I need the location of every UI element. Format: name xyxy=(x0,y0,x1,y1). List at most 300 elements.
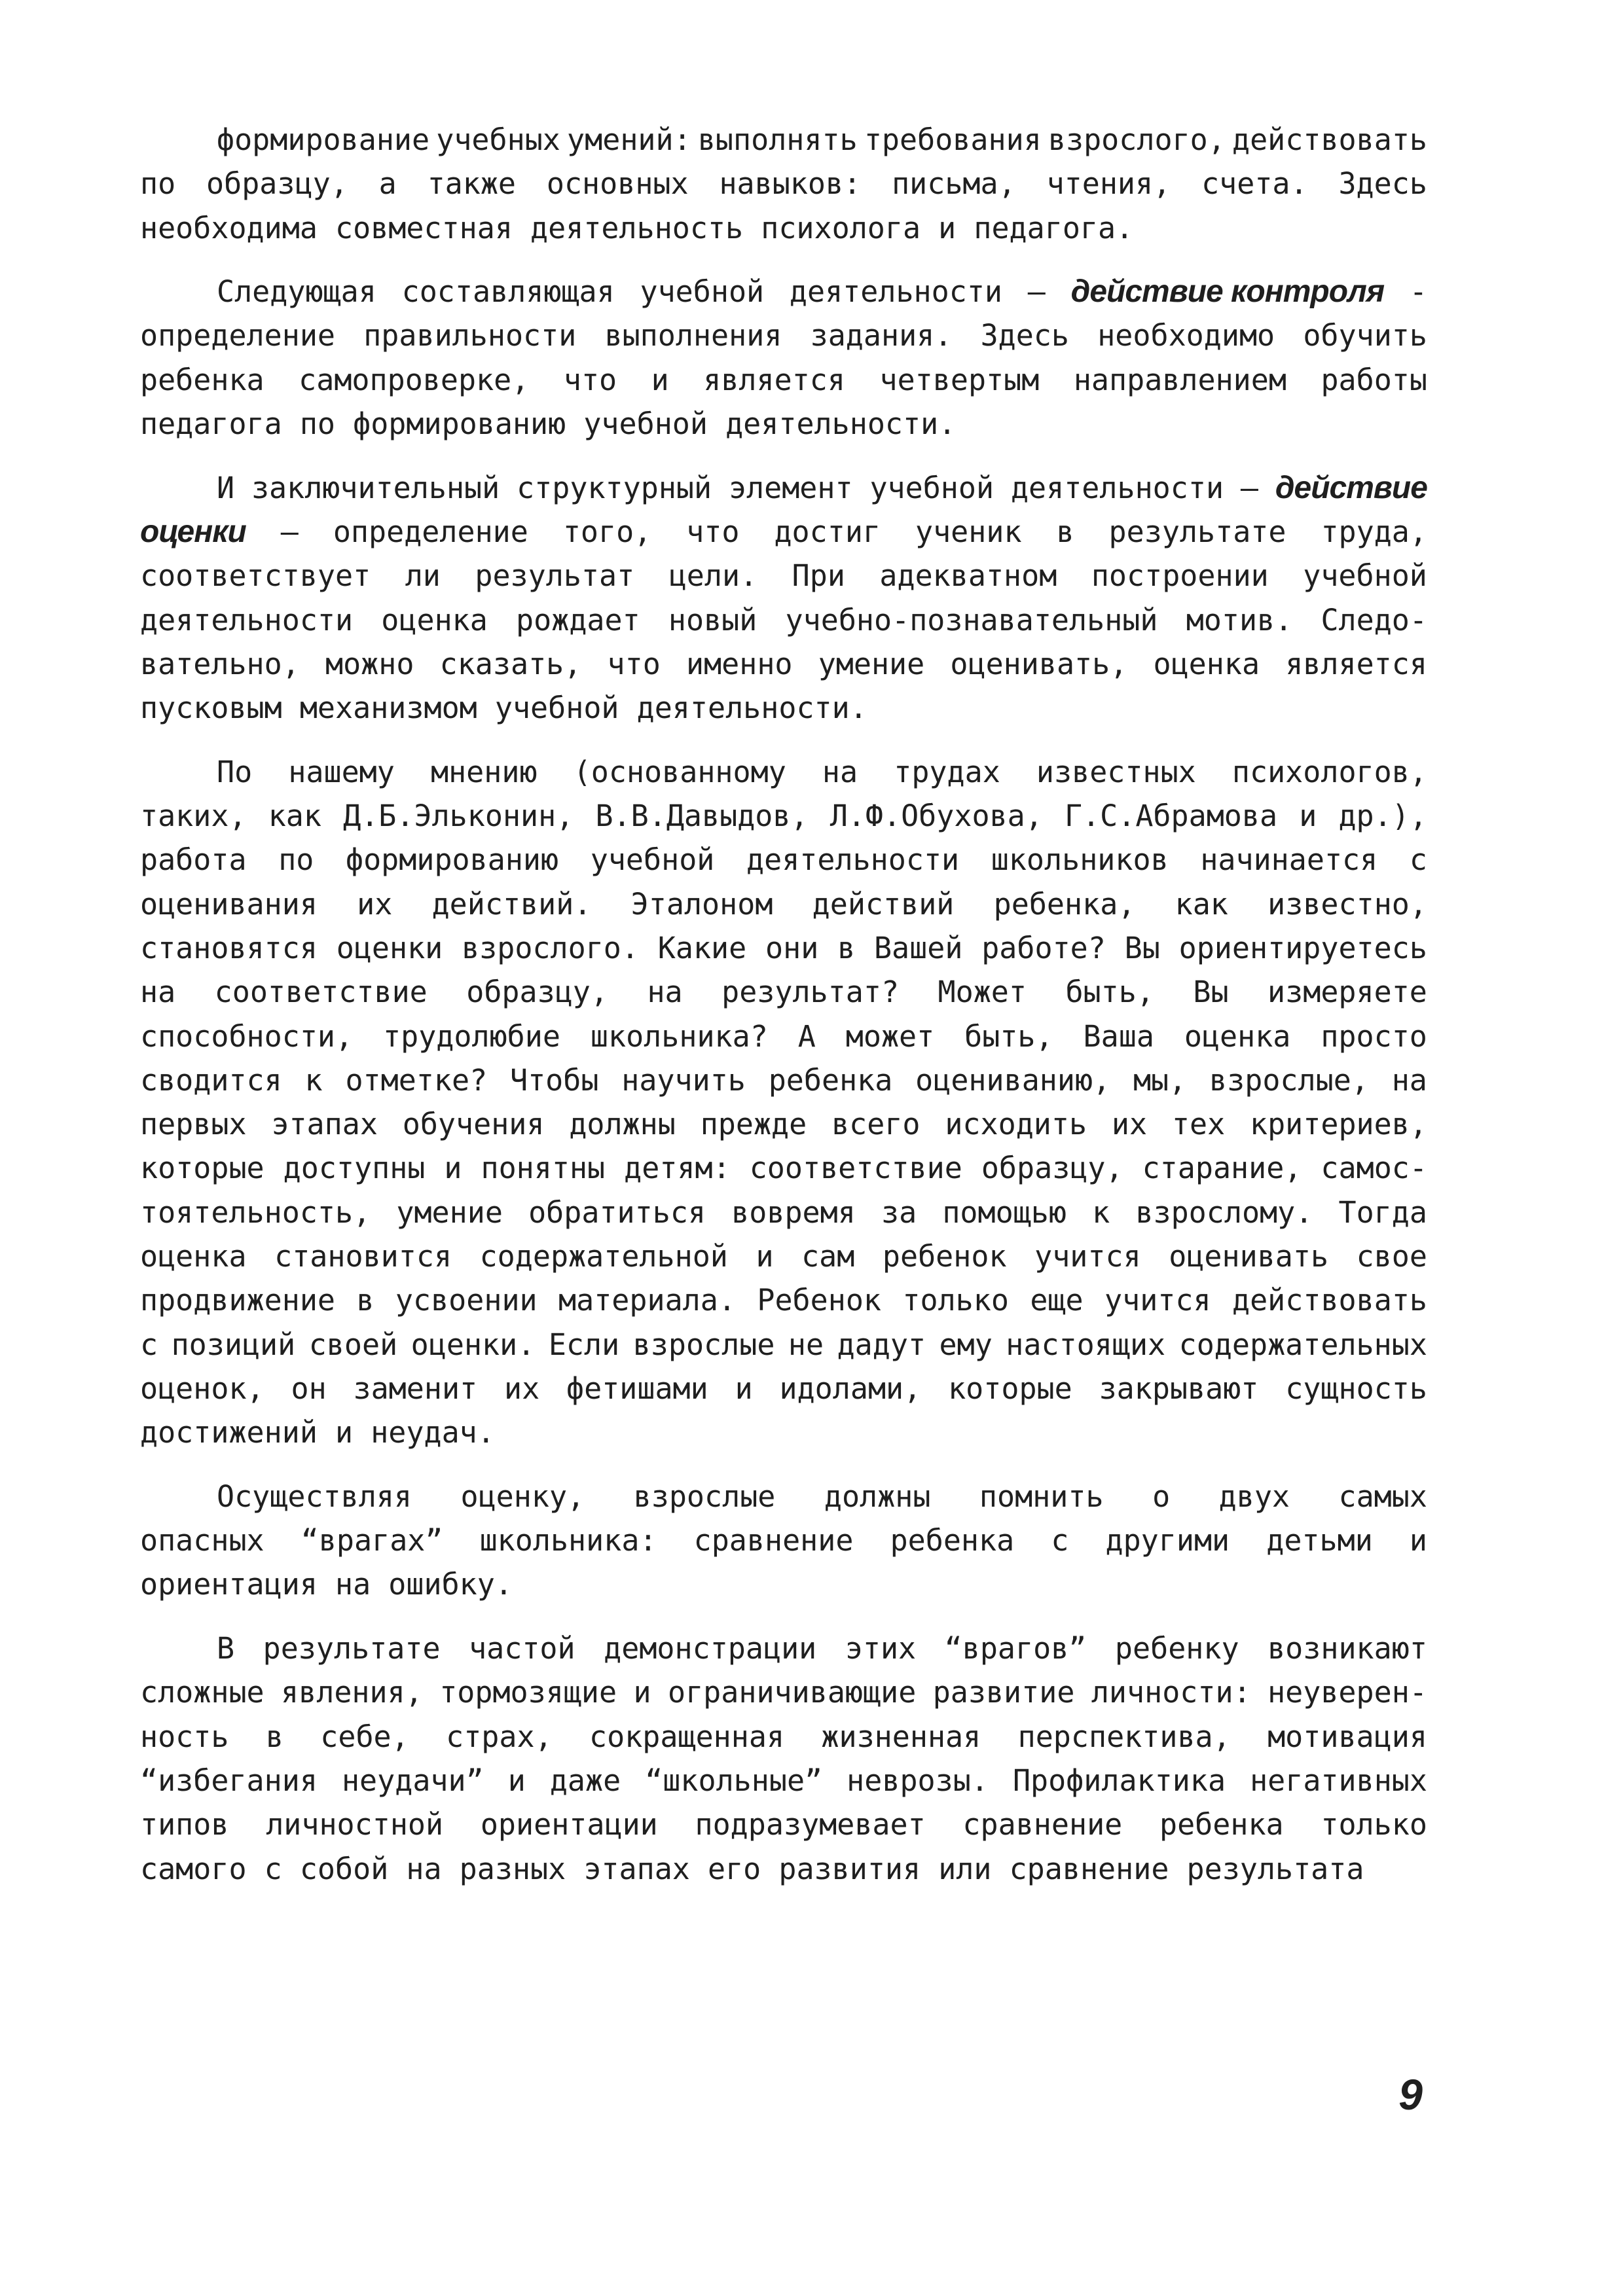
word: которые xyxy=(948,1371,1072,1406)
word: (основанному xyxy=(573,754,786,789)
emphasized-term: действие контроля xyxy=(1070,274,1385,310)
word: личности: xyxy=(1091,1675,1251,1710)
text-line xyxy=(217,267,1427,317)
word: того, xyxy=(562,514,652,549)
word: идолами, xyxy=(779,1371,922,1406)
word: формированию xyxy=(346,842,559,878)
text-line xyxy=(140,507,1427,557)
word: педагога xyxy=(140,406,282,442)
word: учебных xyxy=(436,122,560,157)
word: работы xyxy=(1321,362,1427,397)
word: образцу, xyxy=(206,166,348,202)
word: Тогда xyxy=(1338,1194,1427,1230)
word: оцениванию, xyxy=(915,1062,1111,1098)
word: ориентации xyxy=(480,1807,658,1842)
word: взрослые xyxy=(633,1479,776,1514)
word: выполнять xyxy=(697,122,858,157)
word: по xyxy=(282,406,336,442)
text-line xyxy=(140,835,1427,885)
emphasized-term: оценки xyxy=(140,514,246,549)
text-line xyxy=(140,159,1427,209)
word: оценку, xyxy=(460,1479,585,1514)
word: с xyxy=(1051,1523,1069,1558)
word: сравнение xyxy=(991,1851,1169,1886)
word: в xyxy=(356,1283,374,1318)
word: самых xyxy=(1338,1479,1427,1514)
word: ли xyxy=(405,558,441,594)
word: образцу, xyxy=(466,975,608,1010)
word: деятельности xyxy=(746,842,960,878)
word: деятельности xyxy=(1010,470,1224,505)
text-line xyxy=(140,1756,1427,1806)
text-line xyxy=(217,463,1427,513)
word: ориентируетесь xyxy=(1178,930,1427,965)
word: взрослые, xyxy=(1209,1062,1369,1098)
word: детьми xyxy=(1266,1523,1373,1558)
word: с xyxy=(1409,842,1427,878)
word: достижений xyxy=(140,1415,318,1450)
word: и xyxy=(1299,798,1317,834)
word: оценка xyxy=(1153,646,1260,681)
word: сложные xyxy=(140,1675,264,1710)
word: только xyxy=(902,1283,1009,1318)
word: мы, xyxy=(1133,1062,1187,1098)
text-line xyxy=(140,311,1427,361)
word: соответствует xyxy=(140,558,371,594)
word: жизненная xyxy=(821,1719,981,1754)
word: деятельности. xyxy=(707,406,957,442)
word: учится xyxy=(1104,1283,1211,1318)
word: мотивация xyxy=(1267,1719,1427,1754)
text-line xyxy=(140,399,956,449)
word: учебно-познавательный xyxy=(785,602,1158,637)
word: навыков: xyxy=(719,166,862,202)
word: ребенка xyxy=(768,1062,893,1098)
word: продвижение xyxy=(140,1283,336,1318)
word: первых xyxy=(140,1107,247,1142)
word: трудах xyxy=(894,754,1000,789)
word: другими xyxy=(1105,1523,1230,1558)
word: как xyxy=(1175,886,1228,922)
word: рождает xyxy=(516,602,640,637)
word: развитие xyxy=(932,1675,1075,1710)
word: Л.Ф.Обухова, xyxy=(830,798,1043,834)
word: ориентация xyxy=(140,1567,318,1602)
word: в xyxy=(1056,514,1074,549)
word: их xyxy=(357,886,393,922)
word: опасных xyxy=(140,1523,264,1558)
word: и xyxy=(633,1675,651,1710)
word: взрослому. xyxy=(1135,1194,1313,1230)
word: подразумевает xyxy=(695,1807,926,1842)
word: сказать, xyxy=(439,646,582,681)
word: оценки xyxy=(336,930,443,965)
word: оценивания xyxy=(140,886,318,922)
word: неврозы. xyxy=(847,1763,989,1798)
word: в xyxy=(265,1719,283,1754)
word: механизмом xyxy=(282,691,477,726)
word: всего xyxy=(831,1107,921,1142)
word: понятны xyxy=(481,1151,606,1186)
word: определение xyxy=(140,318,336,353)
text-line xyxy=(140,1012,1427,1062)
word: построении xyxy=(1091,558,1269,594)
word: ему xyxy=(939,1327,993,1362)
word: или xyxy=(921,1851,992,1886)
word: Эталоном xyxy=(630,886,773,922)
word: результата xyxy=(1169,1851,1364,1886)
word: совместная xyxy=(317,210,513,245)
word: действовать xyxy=(1231,1283,1427,1318)
text-line xyxy=(140,967,1427,1017)
word: определение xyxy=(333,514,528,549)
word: Какие xyxy=(657,930,747,965)
word: на xyxy=(647,975,683,1010)
word: Д.Б.Эльконин, xyxy=(343,798,574,834)
word: личностной xyxy=(266,1807,444,1842)
word: обучения xyxy=(402,1107,545,1142)
word: оценка xyxy=(140,1239,247,1274)
word: результат? xyxy=(721,975,900,1010)
text-line xyxy=(140,204,1133,253)
word: должны xyxy=(569,1107,676,1142)
text-line xyxy=(217,1472,1427,1522)
word: учебной xyxy=(566,406,708,442)
word: четвертым xyxy=(879,362,1040,397)
word: оценок, xyxy=(140,1371,264,1406)
word: трудолюбие xyxy=(383,1018,560,1054)
word: ребенка, xyxy=(993,886,1136,922)
word: сам xyxy=(801,1239,855,1274)
word: за xyxy=(881,1194,917,1230)
word: обучить xyxy=(1303,318,1427,353)
word: ограничивающие xyxy=(668,1675,917,1710)
word: школьника: xyxy=(479,1523,657,1558)
word: Следующая xyxy=(217,274,376,310)
word: материала. xyxy=(558,1283,736,1318)
word: прежде xyxy=(700,1107,807,1142)
word: формирование xyxy=(217,122,430,157)
word: собой xyxy=(282,1851,389,1886)
word: Следо- xyxy=(1321,602,1427,637)
text-line xyxy=(140,1100,1427,1149)
word: соответствие xyxy=(749,1151,962,1186)
word: быть, xyxy=(1065,975,1154,1010)
word: деятельности xyxy=(789,274,1003,310)
word: помнить xyxy=(979,1479,1104,1514)
word: оценка xyxy=(381,602,488,637)
word: тормозящие xyxy=(439,1675,617,1710)
word: результат xyxy=(475,558,635,594)
word: явления, xyxy=(281,1675,423,1710)
word: и xyxy=(507,1763,526,1798)
text-line xyxy=(217,747,1427,797)
word: обратиться xyxy=(528,1194,706,1230)
word: педагога. xyxy=(956,210,1134,245)
word: деятельности xyxy=(140,602,354,637)
word: мнению xyxy=(431,754,538,789)
word: Здесь xyxy=(1338,166,1427,202)
word: учится xyxy=(1034,1239,1141,1274)
word: становятся xyxy=(140,930,318,965)
word: научить xyxy=(621,1062,746,1098)
word: формированию xyxy=(335,406,566,442)
word: сравнение xyxy=(962,1807,1123,1842)
word: цели. xyxy=(668,558,758,594)
word: - xyxy=(1409,274,1427,310)
word: самопроверке, xyxy=(299,362,530,397)
word: направлением xyxy=(1073,362,1286,397)
word: деятельность xyxy=(512,210,744,245)
word: своей xyxy=(308,1327,398,1362)
word: еще xyxy=(1030,1283,1084,1318)
word: умение xyxy=(818,646,925,681)
word: др.), xyxy=(1338,798,1427,834)
word: что xyxy=(563,362,617,397)
word: этапах xyxy=(271,1107,378,1142)
word: Здесь xyxy=(980,318,1070,353)
word: достиг xyxy=(774,514,881,549)
word: Вы xyxy=(1193,975,1229,1010)
word: что xyxy=(686,514,740,549)
word: себе, xyxy=(320,1719,409,1754)
word: Осуществляя xyxy=(217,1479,412,1514)
text-line xyxy=(217,115,1427,165)
word: тоятельность, xyxy=(140,1194,371,1230)
word: просто xyxy=(1321,1018,1427,1054)
word: на xyxy=(1391,1062,1427,1098)
word: Вы xyxy=(1124,930,1160,965)
word: И xyxy=(217,470,235,505)
word: Ребенок xyxy=(757,1283,882,1318)
text-line xyxy=(217,1624,1427,1674)
word: оценивать xyxy=(1169,1239,1329,1274)
word: основных xyxy=(546,166,689,202)
word: можно xyxy=(325,646,414,681)
word: действий xyxy=(812,886,955,922)
word: ребенка xyxy=(1159,1807,1284,1842)
text-line xyxy=(140,924,1427,973)
word: только xyxy=(1321,1807,1427,1842)
word: “избегания xyxy=(140,1763,318,1798)
text-line xyxy=(140,1143,1427,1193)
word: они xyxy=(765,930,819,965)
text-line xyxy=(140,596,1427,645)
word: психологов, xyxy=(1231,754,1427,789)
word: о xyxy=(1152,1479,1171,1514)
word: не xyxy=(788,1327,824,1362)
word: разных xyxy=(441,1851,566,1886)
word: Чтобы xyxy=(509,1062,599,1098)
word: учебной xyxy=(640,274,765,310)
word: “врагах” xyxy=(301,1523,443,1558)
word: элемент xyxy=(728,470,853,505)
word: с xyxy=(246,1851,282,1886)
word: быть, xyxy=(964,1018,1053,1054)
word: детям: xyxy=(624,1151,731,1186)
word: является xyxy=(1285,646,1427,681)
word: начинается xyxy=(1200,842,1378,878)
word: взрослого. xyxy=(462,930,639,965)
word: к xyxy=(304,1062,323,1098)
word: сравнение xyxy=(693,1523,854,1558)
word: тех xyxy=(1171,1107,1226,1142)
word: Может xyxy=(938,975,1027,1010)
text-line xyxy=(140,1188,1427,1238)
word: может xyxy=(845,1018,935,1054)
word: ребенок xyxy=(882,1239,1007,1274)
word: критериев, xyxy=(1250,1107,1427,1142)
word: а xyxy=(378,166,397,202)
word: негативных xyxy=(1250,1763,1427,1798)
word: труда, xyxy=(1321,514,1427,549)
word: он xyxy=(291,1371,327,1406)
word: этих xyxy=(845,1631,917,1666)
word: психолога xyxy=(743,210,921,245)
word: именно xyxy=(685,646,793,681)
text-line xyxy=(140,1668,1427,1717)
word: усвоении xyxy=(395,1283,538,1318)
word: настоящих xyxy=(1006,1327,1166,1362)
word: “школьные” xyxy=(645,1763,823,1798)
word: способности, xyxy=(140,1018,354,1054)
word: – xyxy=(1027,274,1046,310)
word: частой xyxy=(469,1631,575,1666)
word: Если xyxy=(548,1327,620,1362)
word: отметке? xyxy=(345,1062,488,1098)
word: – xyxy=(1240,470,1258,505)
word: необходимо xyxy=(1097,318,1275,353)
word: Профилактика xyxy=(1012,1763,1226,1798)
word: на xyxy=(317,1567,371,1602)
word: помощью xyxy=(942,1194,1067,1230)
word: этапах xyxy=(566,1851,690,1886)
word: необходима xyxy=(140,210,318,245)
word: вательно, xyxy=(140,646,300,681)
word: ошибку. xyxy=(371,1567,513,1602)
text-line xyxy=(140,1320,1427,1370)
word: – xyxy=(280,514,299,549)
word: позиций xyxy=(171,1327,296,1362)
word: таких, xyxy=(140,798,247,834)
word: их xyxy=(503,1371,540,1406)
word: как xyxy=(268,798,321,834)
word: ребенка xyxy=(890,1523,1015,1558)
word: на xyxy=(822,754,858,789)
word: свое xyxy=(1356,1239,1427,1274)
word: А xyxy=(797,1018,816,1054)
text-line xyxy=(140,791,1427,841)
word: неудачи” xyxy=(341,1763,484,1798)
word: с xyxy=(140,1327,158,1362)
word: фетишами xyxy=(566,1371,708,1406)
word: перспектива, xyxy=(1017,1719,1231,1754)
word: его xyxy=(689,1851,761,1886)
word: результате xyxy=(1108,514,1286,549)
word: и xyxy=(735,1371,753,1406)
text-line xyxy=(140,1408,495,1458)
word: взрослого, xyxy=(1048,122,1226,157)
word: выполнения xyxy=(604,318,782,353)
word: доступны xyxy=(283,1151,426,1186)
word: неудач. xyxy=(353,1415,495,1450)
word: к xyxy=(1092,1194,1110,1230)
word: и xyxy=(651,362,669,397)
word: содержательной xyxy=(479,1239,728,1274)
text-line xyxy=(140,880,1427,929)
word: по xyxy=(140,166,176,202)
word: учебной xyxy=(869,470,994,505)
word: развития xyxy=(761,1851,921,1886)
word: сущность xyxy=(1285,1371,1427,1406)
word: также xyxy=(427,166,517,202)
text-line xyxy=(140,1276,1427,1325)
word: учебной xyxy=(590,842,715,878)
word: учебной xyxy=(477,691,619,726)
word: должны xyxy=(824,1479,931,1514)
word: которые xyxy=(140,1151,264,1186)
word: учебной xyxy=(1303,558,1427,594)
word: неуверен- xyxy=(1267,1675,1427,1710)
word: “врагов” xyxy=(944,1631,1087,1666)
text-line xyxy=(140,1560,513,1609)
word: ученик xyxy=(915,514,1022,549)
word: В xyxy=(217,1631,235,1666)
word: адекватном xyxy=(879,558,1057,594)
word: пусковым xyxy=(140,691,282,726)
word: составляющая xyxy=(401,274,615,310)
word: дадут xyxy=(837,1327,926,1362)
text-line xyxy=(140,1516,1427,1566)
word: ность xyxy=(140,1719,229,1754)
word: оценивать, xyxy=(950,646,1128,681)
word: школьника? xyxy=(590,1018,768,1054)
word: и xyxy=(317,1415,354,1450)
word: старание, xyxy=(1142,1151,1302,1186)
page-number: 9 xyxy=(1398,2070,1423,2119)
word: Вашей xyxy=(873,930,963,965)
word: демонстрации xyxy=(604,1631,817,1666)
text-line xyxy=(140,1232,1427,1282)
word: их xyxy=(1111,1107,1148,1142)
word: становится xyxy=(274,1239,452,1274)
word: деятельности. xyxy=(619,691,867,726)
word: письма, xyxy=(892,166,1016,202)
word: в xyxy=(837,930,856,965)
word: даже xyxy=(549,1763,621,1798)
text-line xyxy=(140,1364,1427,1414)
word: По xyxy=(217,754,253,789)
word: и xyxy=(756,1239,774,1274)
word: сводится xyxy=(140,1062,282,1098)
word: на xyxy=(140,975,176,1010)
word: является xyxy=(703,362,845,397)
word: заменит xyxy=(353,1371,478,1406)
word: оценки. xyxy=(410,1327,536,1362)
word: сокращенная xyxy=(589,1719,785,1754)
word: результате xyxy=(263,1631,441,1666)
word: работе? xyxy=(981,930,1106,965)
word: и xyxy=(921,210,957,245)
word: возникают xyxy=(1267,1631,1427,1666)
word: что xyxy=(607,646,661,681)
word: типов xyxy=(140,1807,229,1842)
word: работа xyxy=(140,842,247,878)
word: вовремя xyxy=(731,1194,856,1230)
word: требования xyxy=(864,122,1042,157)
word: и xyxy=(444,1151,462,1186)
word: школьников xyxy=(991,842,1169,878)
